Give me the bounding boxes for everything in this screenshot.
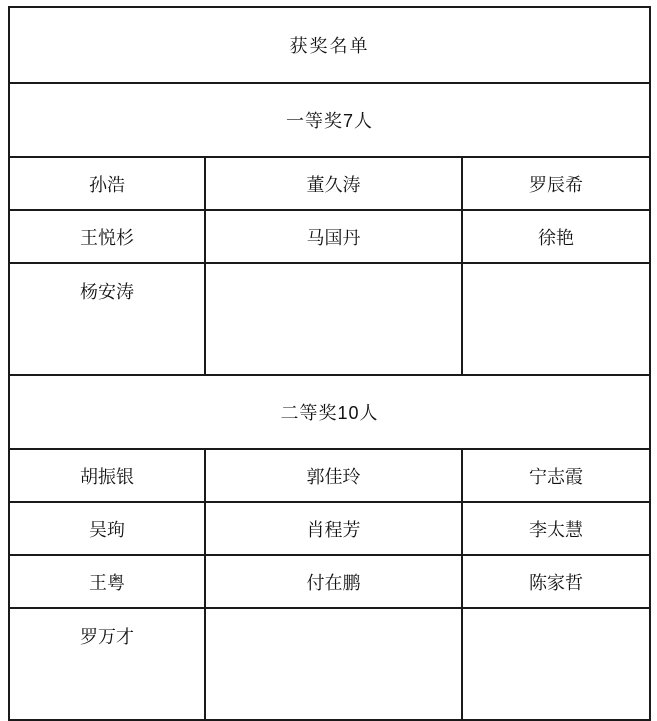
section-heading-second-prize: 二等奖10人 — [9, 375, 650, 449]
name-cell: 宁志霞 — [462, 449, 650, 502]
name-cell: 胡振银 — [9, 449, 205, 502]
table-row — [9, 157, 650, 210]
name-cell: 王悦杉 — [9, 210, 205, 263]
empty-cell — [462, 608, 650, 720]
name-cell: 马国丹 — [205, 210, 462, 263]
empty-cell — [205, 263, 462, 375]
name-cell: 吴珣 — [9, 502, 205, 555]
empty-cell — [205, 608, 462, 720]
name-cell: 付在鹏 — [205, 555, 462, 608]
table-row — [9, 502, 650, 555]
name-cell: 罗万才 — [9, 608, 205, 720]
empty-cell — [462, 263, 650, 375]
table-row — [9, 263, 650, 375]
name-cell: 李太慧 — [462, 502, 650, 555]
name-cell: 徐艳 — [462, 210, 650, 263]
table-row-section-heading — [9, 375, 650, 449]
name-cell: 王粤 — [9, 555, 205, 608]
table-row-section-heading — [9, 83, 650, 157]
name-cell: 杨安涛 — [9, 263, 205, 375]
section-heading-first-prize: 一等奖7人 — [9, 83, 650, 157]
name-cell: 陈家哲 — [462, 555, 650, 608]
name-cell: 郭佳玲 — [205, 449, 462, 502]
table-row — [9, 210, 650, 263]
name-cell: 罗辰希 — [462, 157, 650, 210]
name-cell: 董久涛 — [205, 157, 462, 210]
table-row-title — [9, 7, 650, 83]
award-list-table — [8, 6, 651, 721]
document-title: 获奖名单 — [9, 7, 650, 83]
table-row — [9, 449, 650, 502]
name-cell: 孙浩 — [9, 157, 205, 210]
name-cell: 肖程芳 — [205, 502, 462, 555]
table-row — [9, 608, 650, 720]
table-row — [9, 555, 650, 608]
